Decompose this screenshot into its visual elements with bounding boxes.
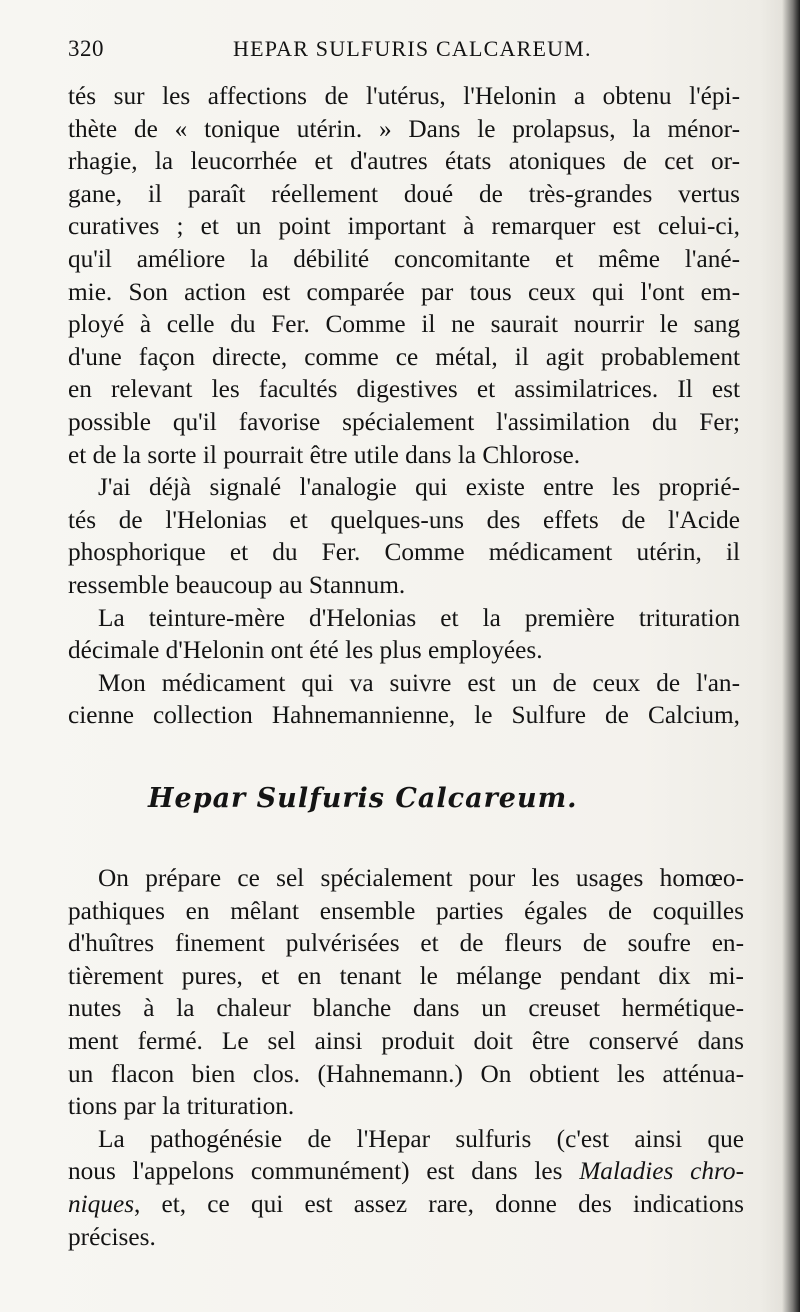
text-line: pathiques en mêlant ensemble parties égales de coquilles bbox=[68, 896, 744, 925]
text-run: nous l'appelons communément) est dans les bbox=[68, 1157, 580, 1186]
running-title: HEPAR SULFURIS CALCAREUM. bbox=[233, 36, 592, 61]
text-line: ment fermé. Le sel ainsi produit doit être conservé dans bbox=[68, 1026, 744, 1055]
page-edge-shadow bbox=[782, 0, 800, 1312]
text-line: ployé à celle du Fer. Comme il ne saurait nourrir le sang bbox=[68, 310, 740, 339]
section-title: Hepar Sulfuris Calcareum. bbox=[148, 783, 578, 814]
page-number: 320 bbox=[68, 36, 104, 61]
text-line: et de la sorte il pourrait être utile dans la Chlorose. bbox=[68, 440, 581, 469]
text-line: ressemble beaucoup au Stannum. bbox=[68, 570, 406, 599]
text-line: thète de « tonique utérin. » Dans le prolapsus, la ménor- bbox=[68, 114, 740, 143]
text-line bbox=[68, 1188, 744, 1221]
text-line: d'huîtres finement pulvérisées et de fleurs de soufre en- bbox=[68, 929, 744, 958]
text-line: cienne collection Hahnemannienne, le Sulfure de Calcium, bbox=[68, 701, 740, 730]
text-line: tés sur les affections de l'utérus, l'Helonin a obtenu l'épi- bbox=[68, 82, 740, 110]
text-line: gane, il paraît réellement doué de très-grandes vertus bbox=[68, 179, 740, 208]
text-line: phosphorique et du Fer. Comme médicament utérin, il bbox=[68, 538, 740, 567]
text-line: On prépare ce sel spécialement pour les usages homœo- bbox=[98, 864, 744, 892]
text-line: possible qu'il favorise spécialement l'assimilation du Fer; bbox=[68, 407, 740, 436]
text-line: Mon médicament qui va suivre est un de ceux de l'an- bbox=[98, 668, 740, 697]
text-block-before-title bbox=[68, 80, 740, 732]
text-line: décimale d'Helonin ont été les plus employées. bbox=[68, 636, 543, 665]
text-line: rhagie, la leucorrhée et d'autres états atoniques de cet or- bbox=[68, 147, 740, 176]
text-line: tions par la trituration. bbox=[68, 1092, 295, 1121]
text-line: mie. Son action est comparée par tous ceux qui l'ont em- bbox=[68, 277, 740, 306]
text-line bbox=[68, 1155, 744, 1188]
text-run: , et, ce qui est assez rare, donne des indications bbox=[134, 1189, 744, 1218]
text-line: tièrement pures, et en tenant le mélange pendant dix mi- bbox=[68, 961, 744, 990]
text-line: qu'il améliore la débilité concomitante et même l'ané- bbox=[68, 244, 740, 273]
text-line: nutes à la chaleur blanche dans un creuset hermétique- bbox=[68, 994, 744, 1023]
text-block-after-title bbox=[68, 862, 744, 1253]
italic-title-run: Maladies chro- bbox=[579, 1157, 745, 1186]
text-line: La teinture-mère d'Helonias et la première trituration bbox=[98, 603, 740, 632]
text-line: en relevant les facultés digestives et assimilatrices. Il est bbox=[68, 375, 740, 404]
text-line: J'ai déjà signalé l'analogie qui existe entre les proprié- bbox=[98, 473, 740, 502]
italic-title-run: niques bbox=[68, 1189, 135, 1218]
text-line: tés de l'Helonias et quelques-uns des effets de l'Acide bbox=[68, 505, 740, 534]
text-line: précises. bbox=[68, 1222, 156, 1251]
text-line: un flacon bien clos. (Hahnemann.) On obtient les atténua- bbox=[68, 1059, 744, 1088]
text-line: d'une façon directe, comme ce métal, il agit probablement bbox=[68, 342, 740, 371]
text-line: La pathogénésie de l'Hepar sulfuris (c'est ainsi que bbox=[98, 1124, 744, 1153]
text-line: curatives ; et un point important à remarquer est celui-ci, bbox=[68, 212, 740, 241]
running-header bbox=[68, 36, 758, 70]
